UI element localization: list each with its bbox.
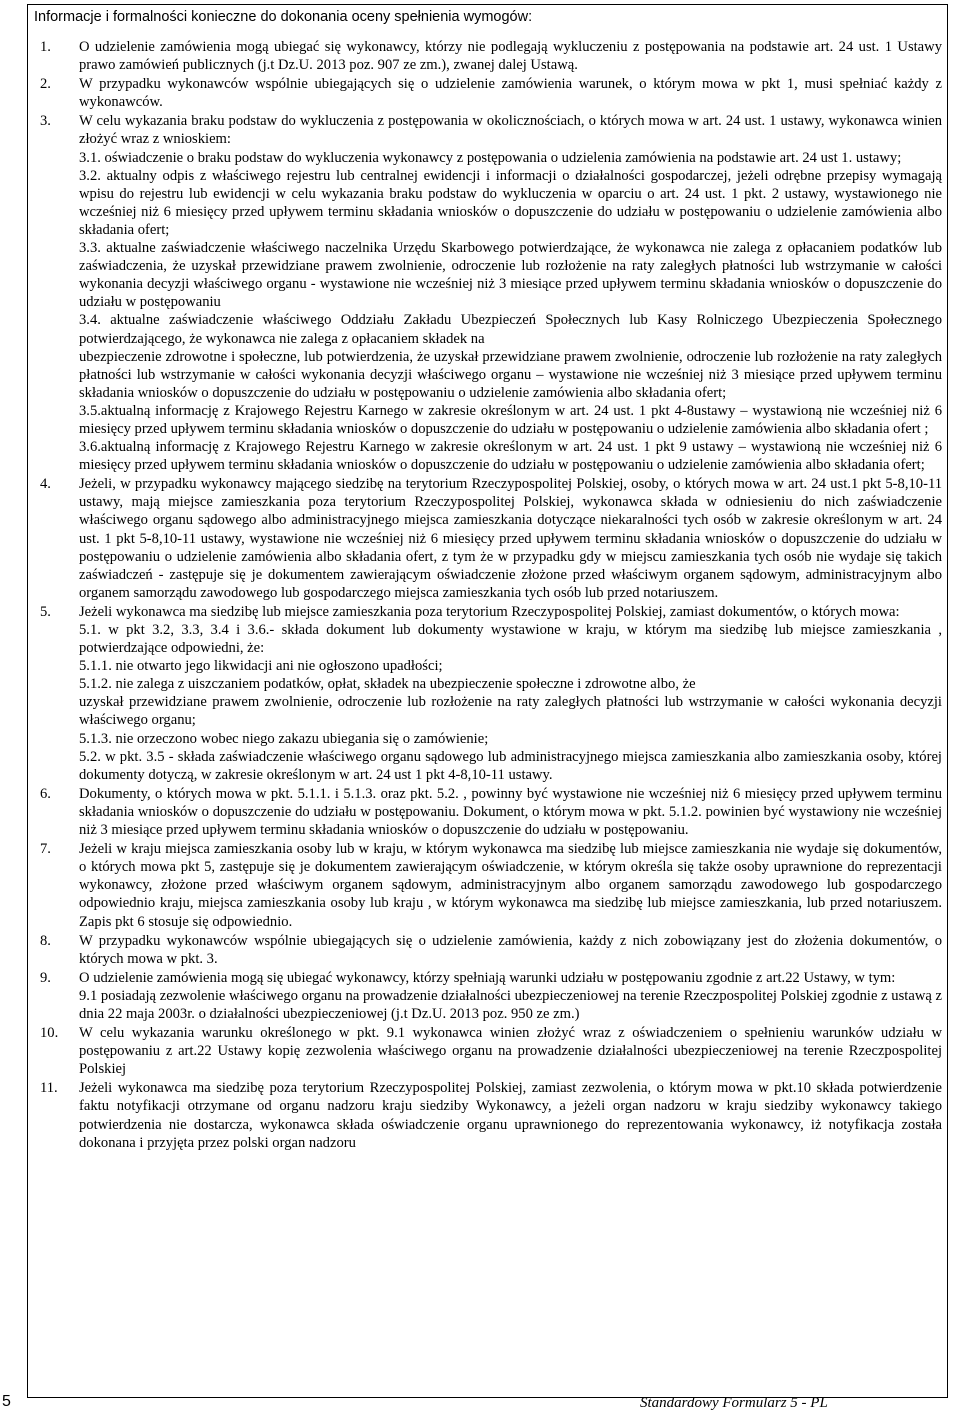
list-item (36, 475, 942, 602)
list-item-number: 11. (40, 1080, 58, 1097)
list-item-paragraph: 3.2. aktualny odpis z właściwego rejestru lub centralnej ewidencji i informacji o działalności gospodarczej, jeżeli odrębne przepisy wymagają wpisu do rejestru lub ewidencji w celu wykazania braku podstaw do wykluczenia w oparciu o art. 24 ust. 1 pkt. 2 ustawy, wystawionego nie wcześniej niż 6 miesięcy przed upływem terminu składania wniosków o dopuszczenie do udziału w postępowaniu o udzielenie zamówienia albo składania ofert; (79, 167, 942, 238)
list-item-paragraph: 3.4. aktualne zaświadczenie właściwego Oddziału Zakładu Ubezpieczeń Społecznych lub Kasy Rolniczego Ubezpieczenia Społecznego potwierdzającego, że wykonawca nie zalega z opłacaniem składek na (79, 312, 942, 347)
requirements-list (36, 38, 942, 1153)
list-item (36, 1079, 942, 1151)
list-item-paragraph: 3.3. aktualne zaświadczenie właściwego naczelnika Urzędu Skarbowego potwierdzające, że wykonawca nie zalega z opłacaniem podatków lub zaświadczenia, że uzyskał przewidziane prawem zwolnienie, odroczenie lub rozłożenie na raty zaległych płatności lub wstrzymanie w całości wykonania decyzji właściwego organu - wystawione nie wcześniej niż 3 miesiące przed upływem terminu składania wniosków o dopuszczenie do udziału w postępowaniu (79, 240, 942, 311)
list-item-paragraph: 3.6.aktualną informację z Krajowego Rejestru Karnego w zakresie określonym w art. 24 ust. 1 pkt 9 ustawy – wystawioną nie wcześniej niż 6 miesięcy przed upływem terminu składania wniosków o dopuszczenie do udziału w postępowaniu o udzielenie zamówienia albo składania ofert; (79, 439, 942, 474)
list-item-paragraph: W celu wykazania braku podstaw do wykluczenia z postępowania w okolicznościach, o których mowa w art. 24 ust. 1 ustawy, wykonawca winien złożyć wraz z wnioskiem: (79, 113, 942, 148)
list-item-paragraph: 5.2. w pkt. 3.5 - składa zaświadczenie właściwego organu sądowego lub administracyjnego miejsca zamieszkania albo zamieszkania osoby, której dokumenty dotyczą, w zakresie określonym w art. 24 ust 1 pkt 4-8,10-11 ustawy. (79, 748, 942, 783)
list-item (36, 112, 942, 474)
list-item (36, 1024, 942, 1078)
list-item-number: 6. (40, 785, 51, 802)
list-item (36, 840, 942, 930)
list-item-number: 5. (40, 603, 51, 620)
list-item-paragraph: 5.1.2. nie zalega z uiszczaniem podatków, opłat, składek na ubezpieczenie społeczne i zdrowotne albo, że (79, 676, 696, 693)
list-item-number: 9. (40, 969, 51, 986)
list-item-paragraph: O udzielenie zamówienia mogą się ubiegać wykonawcy, którzy spełniają warunki udziału w postępowaniu zgodnie z art.22 Ustawy, w tym: (79, 969, 896, 986)
list-item-paragraph: Jeżeli, w przypadku wykonawcy mającego siedzibę na terytorium Rzeczypospolitej Polskiej, osoby, o których mowa w art. 24 ust.1 pkt 5-8,10-11 ustawy, mają miejsce zamieszkania poza terytorium Rzeczypospolitej Polskiej, wykonawca składa w odniesieniu do nich zaświadczenie właściwego organu sądowego albo administracyjnego miejsca zamieszkania dotyczące niekaralności tych osób w zakresie określonym w art. 24 ust. 1 pkt 5-8,10-11 ustawy, wystawione nie wcześniej niż 6 miesięcy przed upływem terminu składania wniosków o dopuszczenie do udziału w postępowaniu o udzielenie zamówienia albo składania ofert, z tym że w przypadku gdy w miejscu zamieszkania tych osób nie wydaje się takich zaświadczeń - zastępuje się je dokumentem zawierającym oświadczenie złożone przed właściwym organem sądowym, administracyjnym albo organem samorządu zawodowego lub gospodarczego miejsca zamieszkania tych osób lub przed notariuszem. (79, 476, 942, 601)
list-item-paragraph: 5.1. w pkt 3.2, 3.3, 3.4 i 3.6.- składa dokument lub dokumenty wystawione w kraju, w którym ma siedzibę lub miejsce zamieszkania , potwierdzające odpowiedni, że: (79, 622, 942, 657)
page-number: 5 (2, 1393, 11, 1410)
list-item-paragraph: Dokumenty, o których mowa w pkt. 5.1.1. i 5.1.3. oraz pkt. 5.2. , powinny być wystawione nie wcześniej niż 6 miesięcy przed upływem terminu składania wniosków o dopuszczenie do udziału w postępowaniu. Dokument, o którym mowa w pkt. 5.1.2. powinien być wystawiony nie wcześniej niż 3 miesiące przed upływem terminu składania wniosków o dopuszczenie do udziału w postępowaniu. (79, 785, 942, 839)
form-label: Standardowy Formularz 5 - PL (640, 1395, 828, 1411)
list-item (36, 75, 942, 111)
section-heading: Informacje i formalności konieczne do dokonania oceny spełnienia wymogów: (34, 9, 533, 25)
list-item-number: 8. (40, 932, 51, 949)
list-item-paragraph: 5.1.3. nie orzeczono wobec niego zakazu ubiegania się o zamówienie; (79, 730, 489, 747)
list-item-paragraph: W przypadku wykonawców wspólnie ubiegających się o udzielenie zamówienia, każdy z nich zobowiązany jest do złożenia dokumentów, o których mowa w pkt. 3. (79, 932, 942, 967)
list-item (36, 969, 942, 1023)
list-item-paragraph: Jeżeli wykonawca ma siedzibę poza terytorium Rzeczypospolitej Polskiej, zamiast zezwolenia, o którym mowa w pkt.10 składa potwierdzenie faktu notyfikacji otrzymane od organu nadzoru kraju siedziby Wykonawcy, a jeżeli organ nadzoru w kraju siedziby wykonawcy takiego potwierdzenia nie dostarcza, wykonawca składa oświadczenie organu uprawnionego do reprezentowania wykonawcy, iż notyfikacja została dokonana i przyjęta przez polski organ nadzoru (79, 1080, 942, 1151)
list-item (36, 932, 942, 968)
list-item-paragraph: W celu wykazania warunku określonego w pkt. 9.1 wykonawca winien złożyć wraz z oświadczeniem o spełnieniu warunków udziału w postępowaniu z art.22 Ustawy kopię zezwolenia właściwego organu na prowadzenie działalności ubezpieczeniowej na terenie Rzeczpospolitej Polskiej (79, 1025, 942, 1078)
list-item-number: 4. (40, 476, 51, 493)
list-item-number: 2. (40, 76, 51, 93)
list-item-paragraph: O udzielenie zamówienia mogą ubiegać się wykonawcy, którzy nie podlegają wykluczeniu z postępowania na podstawie art. 24 ust. 1 Ustawy prawo zamówień publicznych (j.t Dz.U. 2013 poz. 907 ze zm.), zwanej dalej Ustawą. (79, 39, 942, 74)
list-item-paragraph: Jeżeli wykonawca ma siedzibę lub miejsce zamieszkania poza terytorium Rzeczypospolitej Polskiej, zamiast dokumentów, o których mowa: (79, 603, 900, 620)
list-item-paragraph: 3.5.aktualną informację z Krajowego Rejestru Karnego w zakresie określonym w art. 24 ust. 1 pkt 4-8ustawy – wystawioną nie wcześniej niż 6 miesięcy przed upływem terminu składania wniosków o dopuszczenie do udziału w postępowaniu o udzielenie zamówienia albo składania ofert ; (79, 402, 942, 437)
list-item (36, 38, 942, 74)
list-item-number: 10. (40, 1025, 59, 1042)
list-item (36, 785, 942, 839)
list-item-paragraph: W przypadku wykonawców wspólnie ubiegających się o udzielenie zamówienia warunek, o którym mowa w pkt 1, musi spełniać każdy z wykonawców. (79, 76, 942, 111)
list-item-paragraph: ubezpieczenie zdrowotne i społeczne, lub potwierdzenia, że uzyskał przewidziane prawem zwolnienie, odroczenie lub rozłożenie na raty zaległych płatności lub wstrzymanie w całości wykonania decyzji właściwego organu – wystawione nie wcześniej niż 3 miesiące przed upływem terminu składania wniosków o dopuszczenie do udziału w postępowaniu o udzielenie zamówienia albo składania ofert; (79, 348, 942, 401)
list-item (36, 603, 942, 784)
list-item-number: 7. (40, 841, 51, 858)
list-item-paragraph: 3.1. oświadczenie o braku podstaw do wykluczenia wykonawcy z postępowania o udzielenia zamówienia na podstawie art. 24 ust 1. ustawy; (79, 149, 902, 166)
list-item-paragraph: 9.1 posiadają zezwolenie właściwego organu na prowadzenie działalności ubezpieczeniowej na terenie Rzeczpospolitej Polskiej zgodnie z ustawą z dnia 22 maja 2003r. o działalności ubezpieczeniowej (j.t Dz.U. 2013 poz. 950 ze zm.) (79, 987, 942, 1022)
list-item-number: 3. (40, 113, 51, 130)
list-item-paragraph: uzyskał przewidziane prawem zwolnienie, odroczenie lub rozłożenie na raty zaległych płatności lub wstrzymanie w całości wykonania decyzji właściwego organu; (79, 694, 942, 729)
list-item-paragraph: 5.1.1. nie otwarto jego likwidacji ani nie ogłoszono upadłości; (79, 658, 443, 675)
list-item-paragraph: Jeżeli w kraju miejsca zamieszkania osoby lub w kraju, w którym wykonawca ma siedzibę lub miejsce zamieszkania nie wydaje się dokumentów, o których mowa pkt 5, zastępuje się je dokumentem zawierającym oświadczenie, w którym określa się także osoby uprawnione do reprezentacji wykonawcy, złożone przed właściwym organem sądowym, administracyjnym albo organem samorządu zawodowego lub gospodarczego odpowiednio kraju, miejsca zamieszkania osoby lub kraju , w którym wykonawca ma siedzibę lub miejsce zamieszkania, lub przed notariuszem. Zapis pkt 6 stosuje się odpowiednio. (79, 841, 942, 930)
list-item-number: 1. (40, 39, 51, 55)
